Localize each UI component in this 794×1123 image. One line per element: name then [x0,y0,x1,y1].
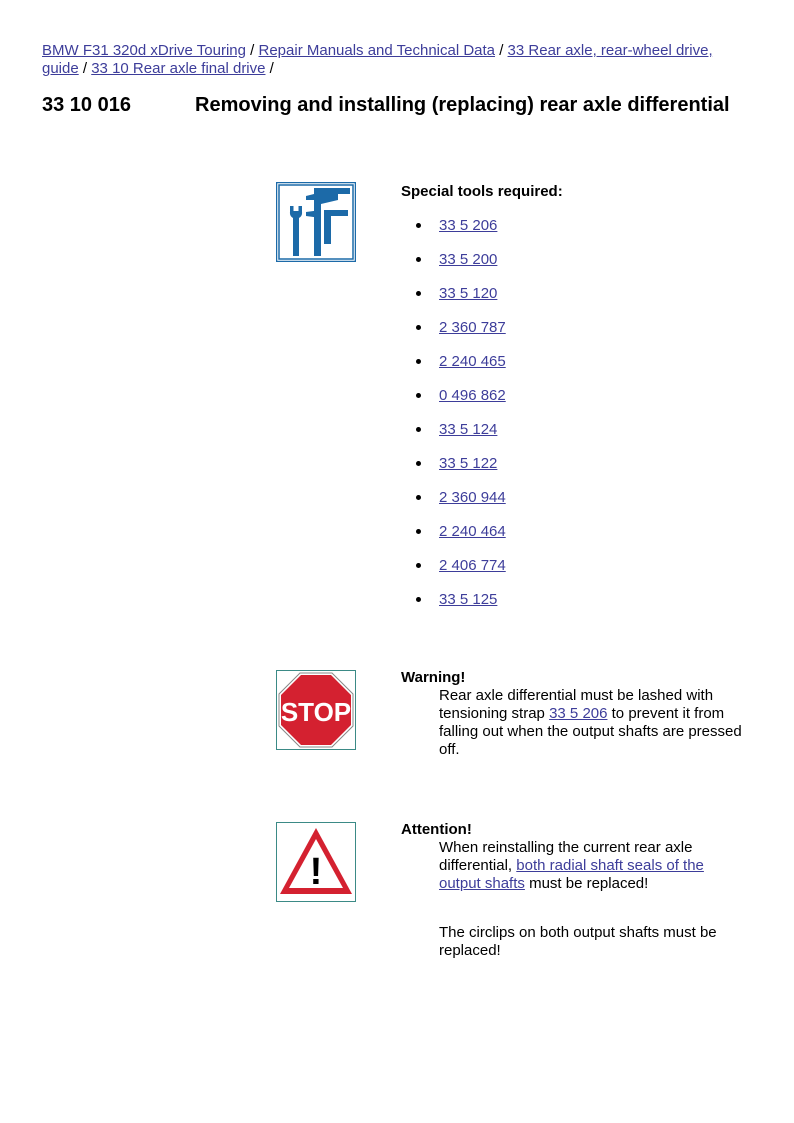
bullet-icon [416,461,421,466]
bullet-icon [416,495,421,500]
list-item [439,217,497,235]
attention-heading: Attention! [401,821,472,838]
list-item [439,523,506,541]
attention-text [439,839,746,893]
bullet-icon [416,563,421,568]
attention-body [401,839,746,960]
bullet-icon [416,291,421,296]
stop-sign-text: STOP [280,697,352,727]
tool-link[interactable]: 2 360 944 [439,489,506,506]
tool-link[interactable]: 33 5 125 [439,591,498,608]
attention-text-before: When reinstalling the current rear axle differential, [439,839,693,874]
warning-triangle-icon [276,822,356,902]
tools-icon [276,182,356,262]
list-item [439,421,497,439]
repair-number: 33 10 016 [42,94,131,116]
warning-body [401,687,746,759]
warning-heading: Warning! [401,669,466,686]
list-item [439,455,497,473]
list-item [439,489,506,507]
stop-sign-icon [276,670,356,750]
tool-link[interactable]: 33 5 124 [439,421,498,438]
bullet-icon [416,597,421,602]
tool-link[interactable]: 33 5 200 [439,251,498,268]
warning-tool-link[interactable]: 33 5 206 [549,705,608,722]
list-item [439,285,497,303]
tool-link[interactable]: 0 496 862 [439,387,506,404]
tool-link[interactable]: 33 5 120 [439,285,498,302]
list-item [439,557,506,575]
breadcrumb-separator: / [499,42,504,59]
list-item [439,319,506,337]
list-item [439,591,497,609]
breadcrumb-separator: / [82,60,88,77]
breadcrumb-link-repair-manuals[interactable]: Repair Manuals and Technical Data [258,42,496,59]
radial-shaft-seals-link[interactable]: both radial shaft seals of the output shafts [439,857,704,892]
special-tools-heading: Special tools required: [401,183,563,200]
tool-link[interactable]: 2 406 774 [439,557,506,574]
warning-section [401,669,746,759]
attention-sign-text: ! [309,851,323,893]
attention-text-after: must be replaced! [524,875,649,892]
breadcrumb-link-rear-axle[interactable]: 33 Rear axle, rear-wheel drive, guide [42,42,713,77]
warning-text [439,687,746,759]
breadcrumb-link-vehicle[interactable]: BMW F31 320d xDrive Touring [42,42,246,59]
tool-link[interactable]: 33 5 206 [439,217,498,234]
breadcrumb-separator: / [269,60,274,77]
list-item [439,251,497,269]
breadcrumb-link-final-drive[interactable]: 33 10 Rear axle final drive [91,60,266,77]
attention-section [401,821,746,960]
tool-link[interactable]: 2 240 465 [439,353,506,370]
bullet-icon [416,257,421,262]
special-tools-section [401,183,746,613]
bullet-icon [416,427,421,432]
bullet-icon [416,325,421,330]
title-text: Removing and installing (replacing) rear axle differential [195,94,730,116]
warning-text-before: Rear axle differential must be lashed with tensioning strap [439,687,714,722]
bullet-icon [416,359,421,364]
bullet-icon [416,223,421,228]
list-item [439,387,506,405]
tool-link[interactable]: 33 5 122 [439,455,498,472]
tool-link[interactable]: 2 240 464 [439,523,506,540]
bullet-icon [416,529,421,534]
tool-link[interactable]: 2 360 787 [439,319,506,336]
bullet-icon [416,393,421,398]
list-item [439,353,506,371]
breadcrumb [42,42,742,78]
attention-text-circlips: The circlips on both output shafts must be replaced! [439,924,717,959]
breadcrumb-separator: / [250,42,255,59]
warning-text-after: to prevent it from falling out when the output shafts are pressed off. [439,705,742,758]
page-title [42,92,742,119]
